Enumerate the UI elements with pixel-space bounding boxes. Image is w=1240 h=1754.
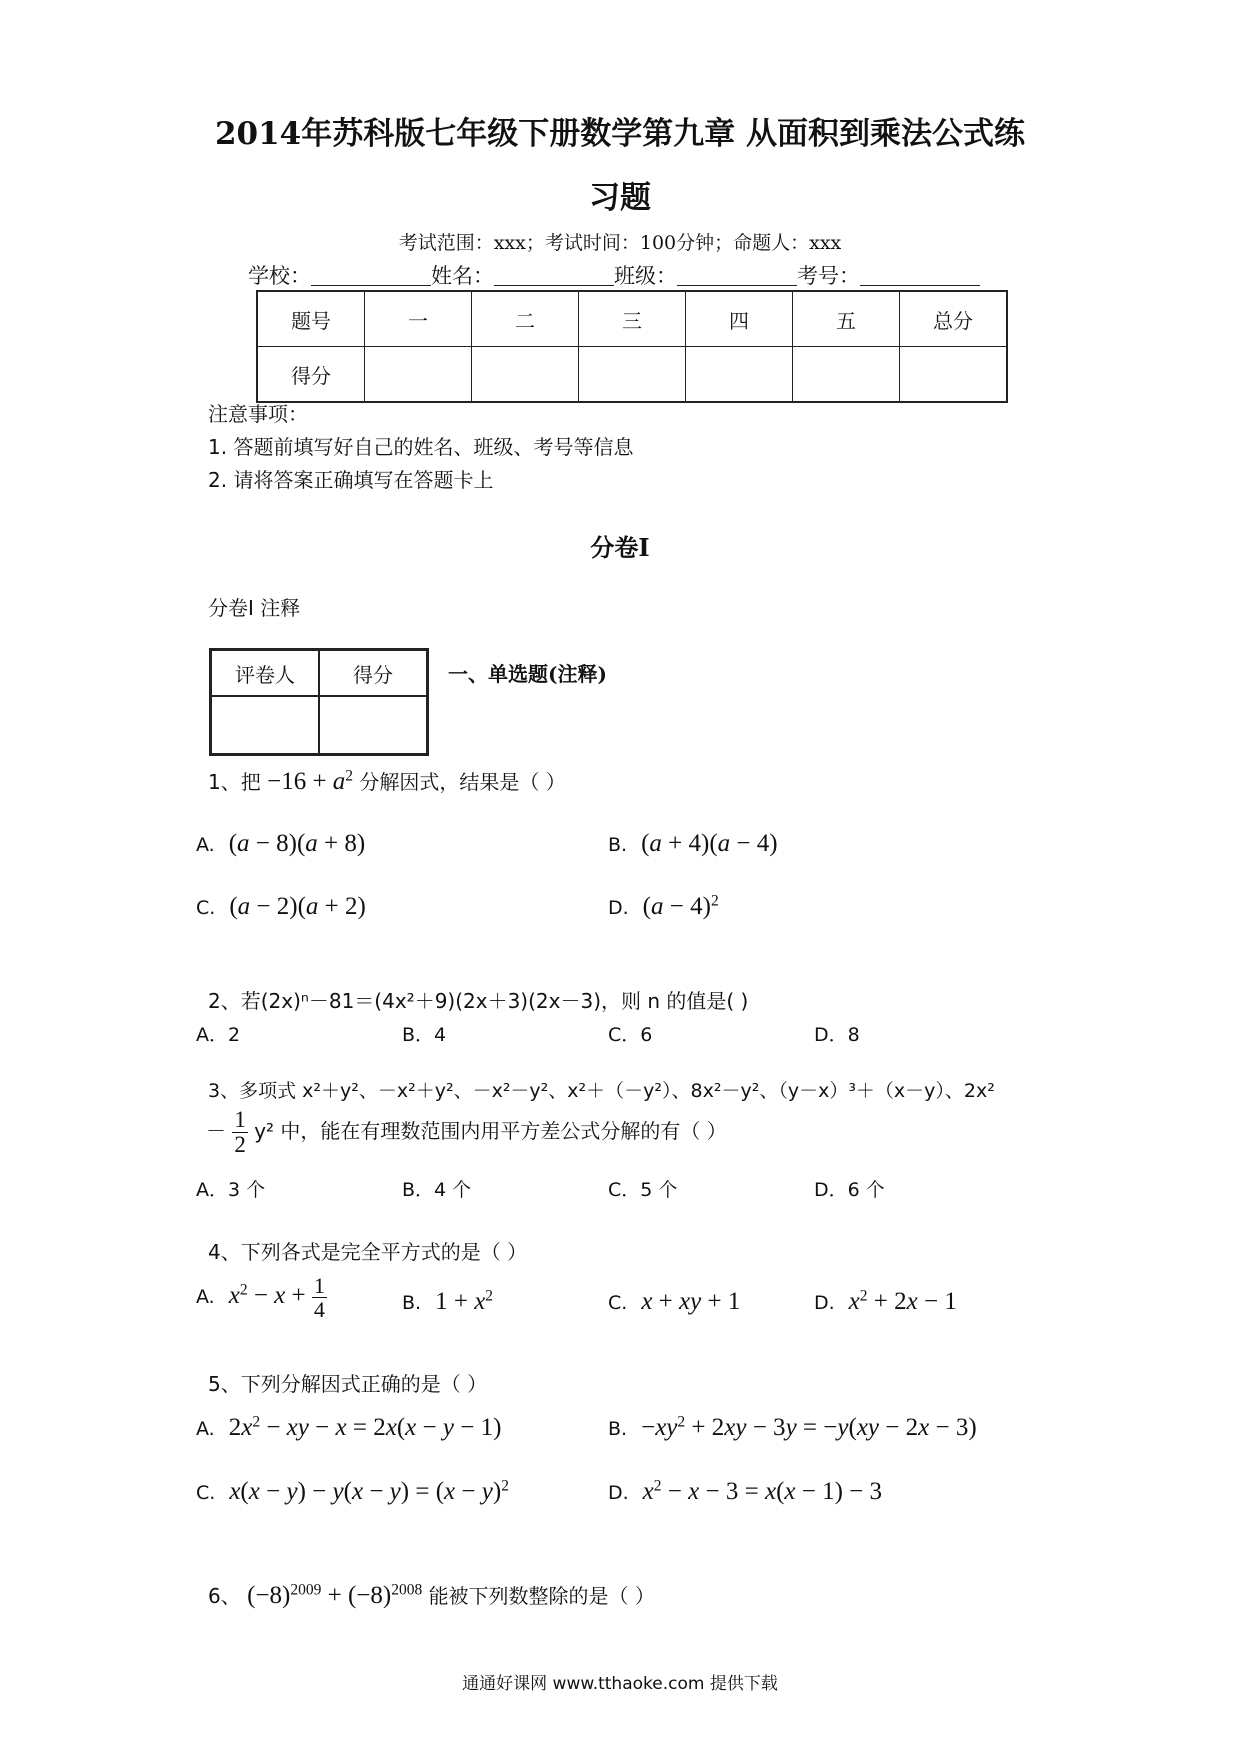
- question-4-option-c[interactable]: [608, 1288, 740, 1316]
- question-3-option-a[interactable]: A．3 个: [196, 1179, 266, 1201]
- class-label: 班级：: [614, 264, 677, 288]
- option-expression: $-xy^2 + 2xy - 3y = -y(xy - 2x - 3)$: [641, 1413, 977, 1441]
- score-table: [256, 290, 1008, 403]
- option-label: A.: [196, 1286, 215, 1309]
- question-4-option-b[interactable]: [402, 1288, 493, 1316]
- option-expression: $x(x - y) - y(x - y) = (x - y)^2$: [229, 1477, 509, 1505]
- option-expression: $(a - 4)^2$: [642, 892, 719, 920]
- question-1-number: 1、把: [208, 770, 261, 794]
- question-1: [208, 766, 566, 796]
- question-4-text: 4、下列各式是完全平方式的是（ ）: [208, 1240, 528, 1264]
- question-5-option-d[interactable]: [608, 1478, 882, 1506]
- score-table-score-row: [257, 347, 1007, 403]
- question-1-option-d[interactable]: [608, 893, 719, 921]
- question-4-option-a[interactable]: [196, 1274, 327, 1321]
- question-3-option-c[interactable]: C．5 个: [608, 1179, 678, 1201]
- option-label: D.: [814, 1292, 835, 1314]
- option-label: B.: [608, 834, 628, 856]
- question-1-option-b[interactable]: [608, 830, 778, 858]
- part-title: 一、单选题(注释): [448, 662, 607, 686]
- option-expression: $x^2 - x - 3 = x(x - 1) - 3$: [642, 1477, 883, 1505]
- question-3-line2: [206, 1108, 727, 1157]
- grader-label: 评卷人: [211, 650, 320, 697]
- score-table-col: 五: [793, 291, 900, 347]
- section-note: 分卷I 注释: [208, 596, 301, 620]
- option-expression: $1 + x^2$: [435, 1287, 494, 1315]
- question-1-expression: $-16 + a^2$: [267, 767, 354, 795]
- question-3-option-d[interactable]: D．6 个: [814, 1179, 885, 1201]
- score-cell: [793, 347, 900, 403]
- school-blank: [311, 265, 431, 286]
- score-cell: [472, 347, 579, 403]
- page-footer: 通通好课网 www.tthaoke.com 提供下载: [462, 1674, 778, 1694]
- option-label: C.: [196, 1482, 216, 1504]
- question-1-option-c[interactable]: [196, 893, 366, 921]
- question-5-text: 5、下列分解因式正确的是（ ）: [208, 1372, 488, 1396]
- question-5-option-b[interactable]: [608, 1414, 977, 1442]
- question-6: [208, 1580, 655, 1610]
- name-label: 姓名：: [431, 264, 494, 288]
- question-3-minus: －: [206, 1119, 226, 1144]
- fraction-numerator: 1: [234, 1107, 246, 1132]
- question-3-option-b[interactable]: B．4 个: [402, 1179, 472, 1201]
- question-3-line1: 3、多项式 x²＋y²、－x²＋y²、－x²－y²、x²＋（－y²）、8x²－y²、（y－x）³＋（x－y）、2x²: [208, 1080, 995, 1102]
- question-3-fraction: [232, 1108, 248, 1157]
- grader-cell: [211, 696, 320, 755]
- fraction-one-quarter: $\frac{1}{4}$: [313, 1273, 325, 1323]
- question-5-option-c[interactable]: [196, 1478, 509, 1506]
- option-label: B.: [402, 1292, 422, 1314]
- option-label: C.: [608, 1292, 628, 1314]
- score-cell: [686, 347, 793, 403]
- document-title-line2: 习题: [589, 180, 651, 216]
- question-2-option-c[interactable]: C．6: [608, 1024, 653, 1046]
- question-2-option-a[interactable]: A．2: [196, 1024, 241, 1046]
- question-1-option-a[interactable]: [196, 830, 365, 858]
- exam-info: 考试范围：xxx；考试时间：100分钟；命题人：xxx: [398, 232, 842, 254]
- score-table-col: 总分: [900, 291, 1008, 347]
- option-label: C.: [196, 897, 216, 919]
- school-label: 学校：: [248, 264, 311, 288]
- option-label: D.: [608, 897, 629, 919]
- score-table-score-label: 得分: [257, 347, 365, 403]
- score-table-col: 二: [472, 291, 579, 347]
- option-label: B.: [608, 1418, 628, 1440]
- notes-item: 1. 答题前填写好自己的姓名、班级、考号等信息: [208, 435, 634, 459]
- question-5-option-a[interactable]: [196, 1414, 501, 1442]
- score-table-col: 四: [686, 291, 793, 347]
- score-table-col: 三: [579, 291, 686, 347]
- exam-no-label: 考号：: [797, 264, 860, 288]
- notes-heading: 注意事项：: [208, 402, 308, 426]
- question-1-tail: 分解因式，结果是（ ）: [359, 770, 566, 794]
- option-label: A.: [196, 1418, 215, 1440]
- document-title-line1: 2014年苏科版七年级下册数学第九章 从面积到乘法公式练: [214, 116, 1026, 152]
- question-2-option-d[interactable]: D．8: [814, 1024, 860, 1046]
- exam-no-blank: [860, 265, 980, 286]
- option-expression: (a − 8)(a + 8): [228, 830, 366, 857]
- option-expression: x + xy + 1: [641, 1288, 741, 1315]
- question-2-option-b[interactable]: B．4: [402, 1024, 447, 1046]
- grader-table-body-row: [211, 696, 428, 755]
- question-6-expression: $(-8)^{2009} + (-8)^{2008}$: [247, 1581, 423, 1609]
- fraction-denominator: 2: [234, 1132, 246, 1158]
- score-table-header-row: [257, 291, 1007, 347]
- option-expression: $2x^2$ − xy − x = 2x(x − y − 1): [228, 1413, 502, 1441]
- student-info-fields: [248, 260, 980, 290]
- option-expression: $x^2 - x$ +: [228, 1281, 312, 1310]
- section-title: 分卷I: [590, 533, 650, 562]
- grader-table-header-row: [211, 650, 428, 697]
- option-label: A.: [196, 834, 215, 856]
- option-expression: (a + 4)(a − 4): [641, 830, 778, 857]
- score-cell: [365, 347, 472, 403]
- question-3-tail: y² 中，能在有理数范围内用平方差公式分解的有（ ）: [254, 1119, 727, 1144]
- option-expression: $x^2 + 2x - 1$: [848, 1287, 957, 1315]
- grader-score-cell: [319, 696, 428, 755]
- name-blank: [494, 265, 614, 286]
- score-cell: [900, 347, 1008, 403]
- option-label: D.: [608, 1482, 629, 1504]
- score-table-col: 一: [365, 291, 472, 347]
- notes-item: 2. 请将答案正确填写在答题卡上: [208, 468, 494, 492]
- score-table-row-header: 题号: [257, 291, 365, 347]
- grader-table: [209, 648, 429, 756]
- class-blank: [677, 265, 797, 286]
- option-expression: (a − 2)(a + 2): [229, 893, 366, 920]
- question-6-tail: 能被下列数整除的是（ ）: [428, 1584, 655, 1608]
- question-6-number: 6、: [208, 1584, 241, 1608]
- grader-score-label: 得分: [319, 650, 428, 697]
- question-4-option-d[interactable]: [814, 1288, 957, 1316]
- score-cell: [579, 347, 686, 403]
- question-2-text: 2、若(2x)ⁿ－81＝(4x²＋9)(2x＋3)(2x－3)，则 n 的值是( ): [208, 989, 749, 1013]
